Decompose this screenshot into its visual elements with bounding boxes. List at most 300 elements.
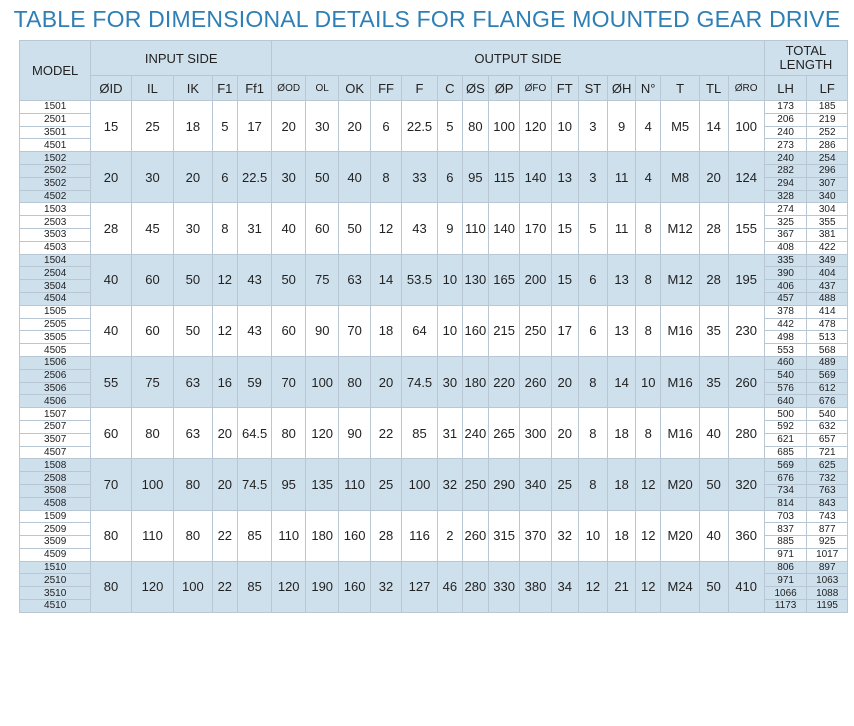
dimension-cell: 8: [212, 203, 238, 254]
dimension-cell: 230: [728, 305, 764, 356]
dimension-cell: 59: [238, 356, 272, 407]
lh-cell: 460: [764, 356, 807, 369]
output-col-header: TL: [699, 76, 728, 101]
dimension-cell: 64: [401, 305, 437, 356]
dimension-cell: 260: [462, 510, 489, 561]
dimension-cell: 22: [212, 561, 238, 612]
dimension-cell: 16: [212, 356, 238, 407]
dimension-cell: 13: [551, 152, 578, 203]
lh-cell: 640: [764, 395, 807, 408]
dimension-cell: 160: [462, 305, 489, 356]
dimension-cell: 8: [635, 203, 661, 254]
model-cell: 2502: [20, 164, 91, 177]
lh-cell: 806: [764, 561, 807, 574]
input-col-header: F1: [212, 76, 238, 101]
dimension-cell: 12: [635, 561, 661, 612]
dimension-cell: 180: [306, 510, 339, 561]
dimension-cell: 74.5: [238, 459, 272, 510]
model-cell: 4509: [20, 548, 91, 561]
dimension-cell: 2: [438, 510, 462, 561]
length-col-header: LH: [764, 76, 807, 101]
dimension-cell: 290: [489, 459, 520, 510]
dimension-cell: 80: [131, 408, 174, 459]
model-cell: 1503: [20, 203, 91, 216]
dimension-cell: 25: [131, 101, 174, 152]
dimension-cell: 80: [339, 356, 371, 407]
lf-cell: 632: [807, 420, 848, 433]
dimension-cell: 195: [728, 254, 764, 305]
dimension-cell: 6: [578, 305, 608, 356]
dimension-cell: 155: [728, 203, 764, 254]
model-cell: 4503: [20, 241, 91, 254]
dimension-table: [19, 40, 848, 613]
dimension-cell: 70: [91, 459, 131, 510]
input-col-header: IL: [131, 76, 174, 101]
dimension-cell: 170: [520, 203, 552, 254]
dimension-cell: 50: [699, 459, 728, 510]
dimension-cell: M16: [661, 305, 699, 356]
model-cell: 1506: [20, 356, 91, 369]
dimension-cell: 250: [462, 459, 489, 510]
dimension-cell: 30: [306, 101, 339, 152]
dimension-cell: 20: [91, 152, 131, 203]
lf-cell: 569: [807, 369, 848, 382]
dimension-cell: 30: [438, 356, 462, 407]
dimension-cell: 3: [578, 152, 608, 203]
dimension-cell: 165: [489, 254, 520, 305]
dimension-cell: 70: [272, 356, 306, 407]
table-row: [20, 305, 848, 318]
lf-cell: 657: [807, 433, 848, 446]
lf-cell: 355: [807, 216, 848, 229]
dimension-cell: 80: [462, 101, 489, 152]
dimension-cell: 75: [131, 356, 174, 407]
dimension-cell: 25: [371, 459, 402, 510]
model-cell: 2509: [20, 523, 91, 536]
model-cell: 3505: [20, 331, 91, 344]
model-cell: 4501: [20, 139, 91, 152]
dimension-cell: 74.5: [401, 356, 437, 407]
dimension-cell: M24: [661, 561, 699, 612]
dimension-cell: 95: [272, 459, 306, 510]
model-cell: 3503: [20, 228, 91, 241]
dimension-cell: 10: [578, 510, 608, 561]
lf-cell: 1195: [807, 600, 848, 613]
dimension-cell: 20: [212, 408, 238, 459]
lf-cell: 422: [807, 241, 848, 254]
dimension-cell: 12: [578, 561, 608, 612]
dimension-cell: 6: [438, 152, 462, 203]
table-row: [20, 561, 848, 574]
lf-cell: 732: [807, 472, 848, 485]
output-col-header: ØS: [462, 76, 489, 101]
dimension-cell: 40: [699, 510, 728, 561]
dimension-cell: 53.5: [401, 254, 437, 305]
dimension-cell: 40: [339, 152, 371, 203]
dimension-cell: 95: [462, 152, 489, 203]
lf-cell: 897: [807, 561, 848, 574]
dimension-cell: 100: [489, 101, 520, 152]
dimension-cell: 220: [489, 356, 520, 407]
table-row: [20, 152, 848, 165]
dimension-cell: 30: [174, 203, 212, 254]
output-col-header: ØFO: [520, 76, 552, 101]
input-col-header: Ff1: [238, 76, 272, 101]
dimension-cell: 8: [635, 305, 661, 356]
dimension-cell: 33: [401, 152, 437, 203]
dimension-cell: M5: [661, 101, 699, 152]
output-col-header: OK: [339, 76, 371, 101]
lf-cell: 489: [807, 356, 848, 369]
dimension-cell: 100: [174, 561, 212, 612]
dimension-cell: 13: [608, 254, 636, 305]
dimension-cell: 90: [306, 305, 339, 356]
dimension-cell: 80: [174, 510, 212, 561]
model-header: MODEL: [20, 41, 91, 101]
dimension-cell: 10: [635, 356, 661, 407]
model-cell: 2505: [20, 318, 91, 331]
dimension-cell: 300: [520, 408, 552, 459]
lh-cell: 325: [764, 216, 807, 229]
dimension-cell: 75: [306, 254, 339, 305]
dimension-cell: 315: [489, 510, 520, 561]
dimension-cell: 20: [699, 152, 728, 203]
lf-cell: 437: [807, 280, 848, 293]
lf-cell: 877: [807, 523, 848, 536]
dimension-cell: 260: [520, 356, 552, 407]
dimension-cell: 40: [91, 254, 131, 305]
dimension-cell: 21: [608, 561, 636, 612]
dimension-cell: M12: [661, 254, 699, 305]
lh-cell: 367: [764, 228, 807, 241]
model-cell: 3504: [20, 280, 91, 293]
lf-cell: 568: [807, 344, 848, 357]
lf-cell: 843: [807, 497, 848, 510]
dimension-cell: 25: [551, 459, 578, 510]
dimension-cell: 43: [238, 305, 272, 356]
dimension-cell: 60: [272, 305, 306, 356]
dimension-cell: 20: [272, 101, 306, 152]
dimension-cell: 6: [371, 101, 402, 152]
dimension-cell: 160: [339, 510, 371, 561]
dimension-cell: 12: [635, 510, 661, 561]
dimension-cell: 15: [551, 203, 578, 254]
lh-cell: 814: [764, 497, 807, 510]
lh-cell: 335: [764, 254, 807, 267]
dimension-cell: 22: [212, 510, 238, 561]
dimension-cell: 280: [728, 408, 764, 459]
dimension-cell: 90: [339, 408, 371, 459]
model-cell: 2501: [20, 113, 91, 126]
table-row: [20, 356, 848, 369]
model-cell: 1510: [20, 561, 91, 574]
dimension-cell: 3: [578, 101, 608, 152]
lf-cell: 340: [807, 190, 848, 203]
lf-cell: 540: [807, 408, 848, 421]
input-col-header: ØID: [91, 76, 131, 101]
dimension-cell: 5: [438, 101, 462, 152]
dimension-cell: 6: [578, 254, 608, 305]
lf-cell: 1063: [807, 574, 848, 587]
lh-cell: 240: [764, 126, 807, 139]
lh-cell: 274: [764, 203, 807, 216]
model-cell: 1507: [20, 408, 91, 421]
output-col-header: C: [438, 76, 462, 101]
dimension-cell: 10: [438, 254, 462, 305]
output-col-header: OL: [306, 76, 339, 101]
dimension-cell: 115: [489, 152, 520, 203]
dimension-cell: 12: [212, 305, 238, 356]
dimension-cell: 18: [608, 408, 636, 459]
lh-cell: 837: [764, 523, 807, 536]
dimension-cell: 9: [438, 203, 462, 254]
dimension-cell: 12: [635, 459, 661, 510]
lh-cell: 621: [764, 433, 807, 446]
dimension-cell: 60: [131, 305, 174, 356]
dimension-cell: 32: [551, 510, 578, 561]
lf-cell: 612: [807, 382, 848, 395]
dimension-cell: 40: [699, 408, 728, 459]
dimension-cell: 31: [438, 408, 462, 459]
dimension-cell: 46: [438, 561, 462, 612]
lf-cell: 296: [807, 164, 848, 177]
dimension-cell: 5: [578, 203, 608, 254]
dimension-cell: 14: [608, 356, 636, 407]
dimension-cell: 340: [520, 459, 552, 510]
dimension-cell: 50: [699, 561, 728, 612]
length-col-header: LF: [807, 76, 848, 101]
table-row: [20, 459, 848, 472]
dimension-cell: 80: [91, 561, 131, 612]
lh-cell: 569: [764, 459, 807, 472]
dimension-cell: 8: [578, 459, 608, 510]
dimension-cell: 140: [489, 203, 520, 254]
dimension-cell: 50: [272, 254, 306, 305]
dimension-cell: 100: [728, 101, 764, 152]
dimension-cell: 100: [131, 459, 174, 510]
dimension-cell: 63: [174, 356, 212, 407]
dimension-cell: 8: [578, 408, 608, 459]
lh-cell: 378: [764, 305, 807, 318]
lf-cell: 185: [807, 101, 848, 114]
dimension-cell: M8: [661, 152, 699, 203]
dimension-cell: 13: [608, 305, 636, 356]
dimension-cell: 127: [401, 561, 437, 612]
output-col-header: ØH: [608, 76, 636, 101]
lh-cell: 442: [764, 318, 807, 331]
lf-cell: 404: [807, 267, 848, 280]
dimension-cell: 15: [551, 254, 578, 305]
lh-cell: 408: [764, 241, 807, 254]
dimension-cell: 43: [401, 203, 437, 254]
dimension-cell: 330: [489, 561, 520, 612]
dimension-cell: 60: [91, 408, 131, 459]
model-cell: 3502: [20, 177, 91, 190]
dimension-cell: 63: [339, 254, 371, 305]
dimension-cell: 85: [401, 408, 437, 459]
dimension-cell: 28: [699, 203, 728, 254]
lf-cell: 254: [807, 152, 848, 165]
dimension-cell: M16: [661, 356, 699, 407]
dimension-cell: 32: [438, 459, 462, 510]
lh-cell: 240: [764, 152, 807, 165]
table-row: [20, 510, 848, 523]
lf-cell: 252: [807, 126, 848, 139]
dimension-cell: 240: [462, 408, 489, 459]
model-cell: 2504: [20, 267, 91, 280]
dimension-cell: 120: [272, 561, 306, 612]
lh-cell: 592: [764, 420, 807, 433]
lh-cell: 885: [764, 536, 807, 549]
dimension-cell: 18: [174, 101, 212, 152]
dimension-cell: 110: [272, 510, 306, 561]
dimension-cell: 6: [212, 152, 238, 203]
dimension-cell: 14: [371, 254, 402, 305]
table-row: [20, 254, 848, 267]
lh-cell: 173: [764, 101, 807, 114]
lh-cell: 390: [764, 267, 807, 280]
lh-cell: 328: [764, 190, 807, 203]
output-col-header: N°: [635, 76, 661, 101]
dimension-cell: 180: [462, 356, 489, 407]
dimension-cell: 110: [131, 510, 174, 561]
dimension-cell: 100: [401, 459, 437, 510]
dimension-cell: 5: [212, 101, 238, 152]
dimension-cell: 22.5: [238, 152, 272, 203]
dimension-cell: M20: [661, 459, 699, 510]
lf-cell: 488: [807, 292, 848, 305]
dimension-cell: 110: [339, 459, 371, 510]
dimension-cell: 110: [462, 203, 489, 254]
dimension-cell: 85: [238, 510, 272, 561]
model-cell: 1504: [20, 254, 91, 267]
dimension-cell: 14: [699, 101, 728, 152]
lh-cell: 734: [764, 484, 807, 497]
dimension-cell: 280: [462, 561, 489, 612]
input-side-header: INPUT SIDE: [91, 41, 272, 76]
dimension-cell: 50: [174, 254, 212, 305]
table-body: [20, 101, 848, 613]
lf-cell: 925: [807, 536, 848, 549]
model-cell: 3509: [20, 536, 91, 549]
dimension-cell: 320: [728, 459, 764, 510]
dimension-cell: 34: [551, 561, 578, 612]
dimension-cell: 380: [520, 561, 552, 612]
dimension-cell: 60: [131, 254, 174, 305]
lh-cell: 553: [764, 344, 807, 357]
lh-cell: 206: [764, 113, 807, 126]
dimension-cell: 64.5: [238, 408, 272, 459]
lf-cell: 721: [807, 446, 848, 459]
dimension-cell: M20: [661, 510, 699, 561]
dimension-cell: 410: [728, 561, 764, 612]
dimension-cell: 8: [371, 152, 402, 203]
dimension-cell: 30: [131, 152, 174, 203]
dimension-cell: 40: [91, 305, 131, 356]
dimension-cell: 260: [728, 356, 764, 407]
lh-cell: 294: [764, 177, 807, 190]
dimension-cell: 10: [438, 305, 462, 356]
model-cell: 3507: [20, 433, 91, 446]
dimension-cell: 43: [238, 254, 272, 305]
dimension-cell: 20: [174, 152, 212, 203]
output-col-header: ØP: [489, 76, 520, 101]
table-row: [20, 101, 848, 114]
dimension-cell: 60: [306, 203, 339, 254]
dimension-cell: 160: [339, 561, 371, 612]
lf-cell: 1017: [807, 548, 848, 561]
dimension-cell: 135: [306, 459, 339, 510]
lh-cell: 500: [764, 408, 807, 421]
lf-cell: 414: [807, 305, 848, 318]
dimension-cell: 12: [371, 203, 402, 254]
dimension-cell: 10: [551, 101, 578, 152]
lf-cell: 307: [807, 177, 848, 190]
dimension-cell: 22: [371, 408, 402, 459]
lh-cell: 676: [764, 472, 807, 485]
model-cell: 4502: [20, 190, 91, 203]
model-cell: 3510: [20, 587, 91, 600]
lf-cell: 1088: [807, 587, 848, 600]
lh-cell: 971: [764, 548, 807, 561]
dimension-cell: 20: [212, 459, 238, 510]
dimension-cell: 45: [131, 203, 174, 254]
model-cell: 2503: [20, 216, 91, 229]
dimension-cell: 18: [608, 459, 636, 510]
model-cell: 3506: [20, 382, 91, 395]
lh-cell: 971: [764, 574, 807, 587]
page-title: TABLE FOR DIMENSIONAL DETAILS FOR FLANGE MOUNTED GEAR DRIVE: [13, 6, 841, 32]
model-cell: 4510: [20, 600, 91, 613]
lf-cell: 763: [807, 484, 848, 497]
dimension-cell: 8: [635, 254, 661, 305]
output-col-header: ST: [578, 76, 608, 101]
lh-cell: 576: [764, 382, 807, 395]
total-length-header: TOTAL LENGTH: [764, 41, 847, 76]
model-cell: 1501: [20, 101, 91, 114]
model-cell: 2506: [20, 369, 91, 382]
dimension-cell: 120: [131, 561, 174, 612]
model-cell: 4506: [20, 395, 91, 408]
dimension-cell: 15: [91, 101, 131, 152]
dimension-cell: 35: [699, 356, 728, 407]
dimension-cell: 100: [306, 356, 339, 407]
model-cell: 2510: [20, 574, 91, 587]
lh-cell: 703: [764, 510, 807, 523]
dimension-cell: 120: [306, 408, 339, 459]
lf-cell: 478: [807, 318, 848, 331]
output-col-header: FT: [551, 76, 578, 101]
lf-cell: 219: [807, 113, 848, 126]
dimension-cell: 80: [272, 408, 306, 459]
dimension-cell: 18: [371, 305, 402, 356]
dimension-cell: 22.5: [401, 101, 437, 152]
dimension-cell: 17: [238, 101, 272, 152]
lh-cell: 282: [764, 164, 807, 177]
lf-cell: 286: [807, 139, 848, 152]
dimension-cell: 55: [91, 356, 131, 407]
lh-cell: 406: [764, 280, 807, 293]
dimension-cell: 4: [635, 152, 661, 203]
output-col-header: F: [401, 76, 437, 101]
dimension-cell: 80: [174, 459, 212, 510]
dimension-cell: 50: [339, 203, 371, 254]
dimension-cell: 200: [520, 254, 552, 305]
dimension-cell: 28: [699, 254, 728, 305]
lh-cell: 1173: [764, 600, 807, 613]
dimension-cell: 20: [551, 408, 578, 459]
table-header: [20, 41, 848, 101]
